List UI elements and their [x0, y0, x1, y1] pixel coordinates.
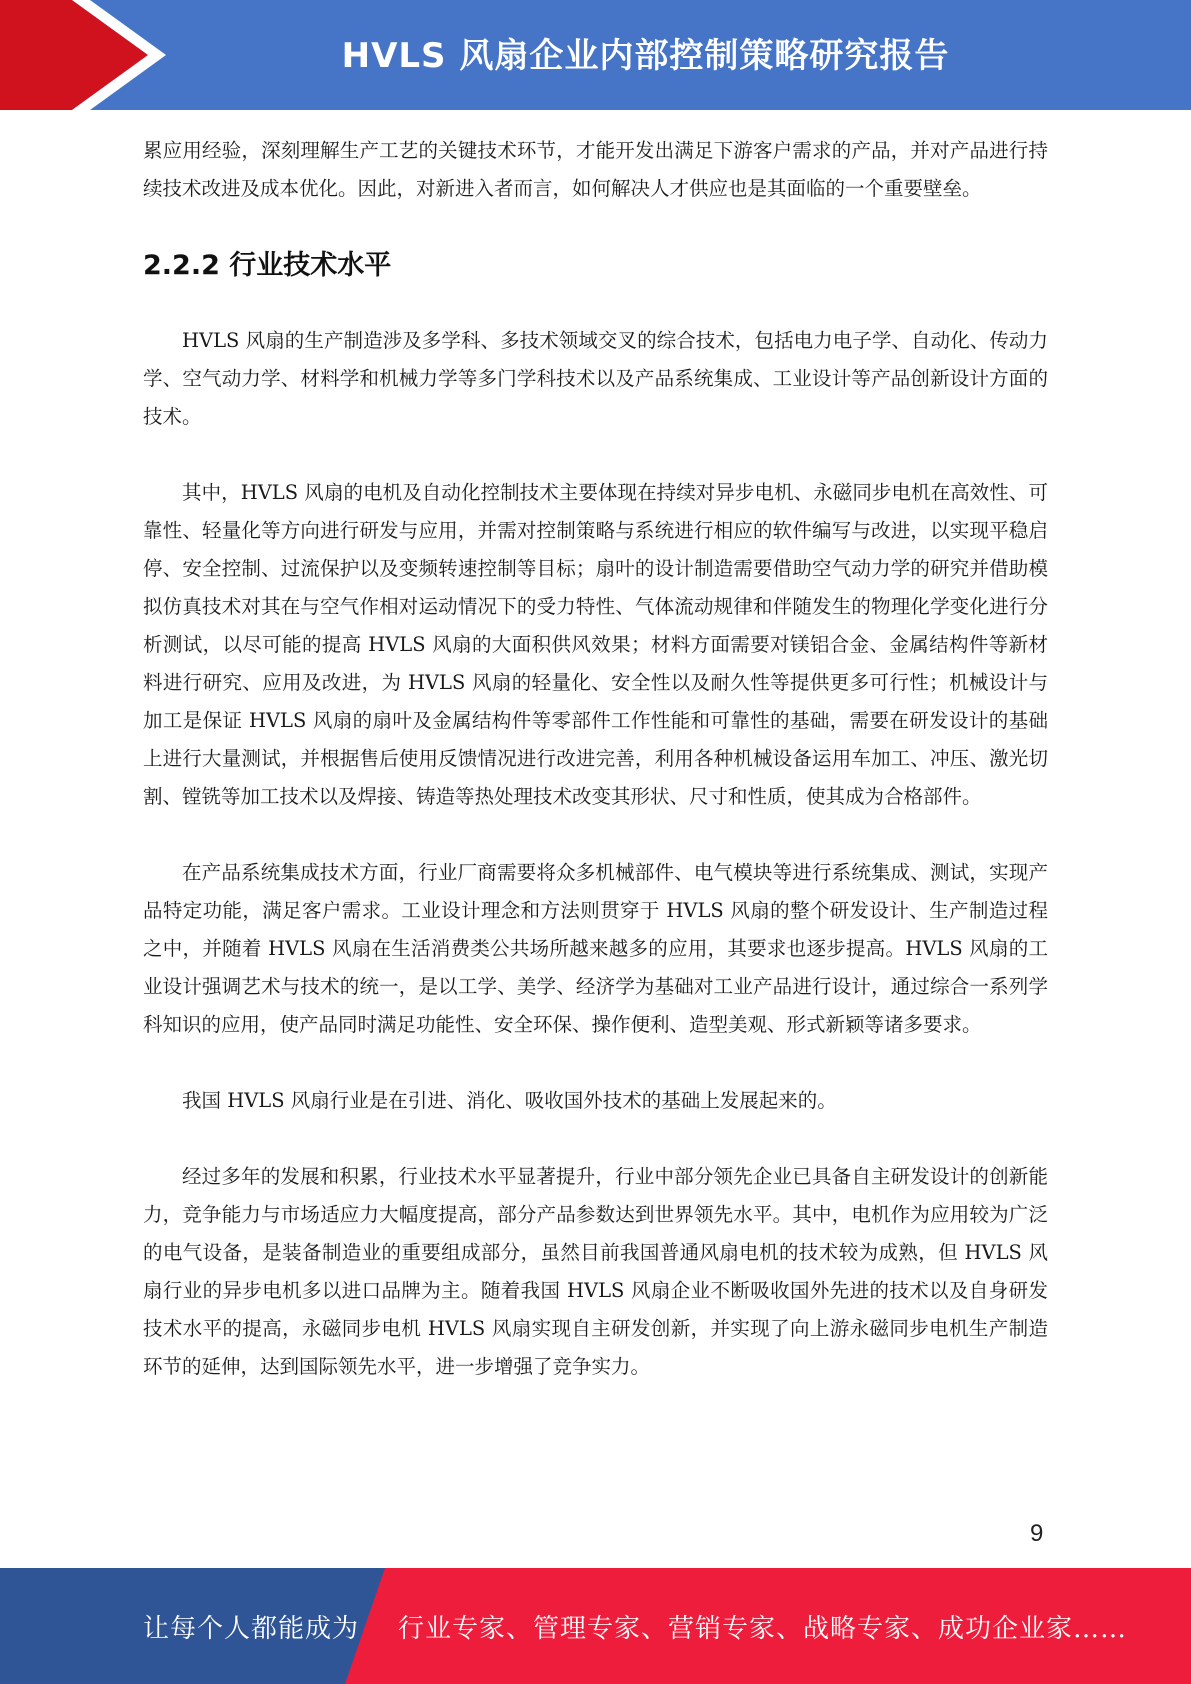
body-paragraph-3: 在产品系统集成技术方面，行业厂商需要将众多机械部件、电气模块等进行系统集成、测试，实现产品特定功能，满足客户需求。工业设计理念和方法则贯穿于 HVLS 风扇的整个研发设计、生产制造过程之中，并随着 HVLS 风扇在生活消费类公共场所越来越多的应用，其要求也逐步提高。HVLS 风扇的工业设计强调艺术与技术的统一，是以工学、美学、经济学为基础对工业产品进行设计，通过综合一系列学科知识的应用，使产品同时满足功能性、安全环保、操作便利、造型美观、形式新颖等诸多要求。 [143, 861, 1048, 1036]
page-number: 9 [1030, 1520, 1044, 1547]
page-body [143, 132, 1048, 1386]
page-header [0, 0, 1191, 110]
intro-paragraph: 累应用经验，深刻理解生产工艺的关键技术环节，才能开发出满足下游客户需求的产品，并对产品进行持续技术改进及成本优化。因此，对新进入者而言，如何解决人才供应也是其面临的一个重要壁垒。 [143, 139, 1048, 200]
body-paragraph-2: 其中，HVLS 风扇的电机及自动化控制技术主要体现在持续对异步电机、永磁同步电机在高效性、可靠性、轻量化等方向进行研发与应用，并需对控制策略与系统进行相应的软件编写与改进，以实现平稳启停、安全控制、过流保护以及变频转速控制等目标；扇叶的设计制造需要借助空气动力学的研究并借助模拟仿真技术对其在与空气作相对运动情况下的受力特性、气体流动规律和伴随发生的物理化学变化进行分析测试，以尽可能的提高 HVLS 风扇的大面积供风效果；材料方面需要对镁铝合金、金属结构件等新材料进行研究、应用及改进，为 HVLS 风扇的轻量化、安全性以及耐久性等提供更多可行性；机械设计与加工是保证 HVLS 风扇的扇叶及金属结构件等零部件工作性能和可靠性的基础，需要在研发设计的基础上进行大量测试，并根据售后使用反馈情况进行改进完善，利用各种机械设备运用车加工、冲压、激光切割、镗铣等加工技术以及焊接、铸造等热处理技术改变其形状、尺寸和性质，使其成为合格部件。 [143, 481, 1048, 808]
body-paragraph-1: HVLS 风扇的生产制造涉及多学科、多技术领域交叉的综合技术，包括电力电子学、自动化、传动力学、空气动力学、材料学和机械力学等多门学科技术以及产品系统集成、工业设计等产品创新设计方面的技术。 [143, 329, 1048, 428]
page-footer [0, 1568, 1191, 1684]
body-paragraph-5: 经过多年的发展和积累，行业技术水平显著提升，行业中部分领先企业已具备自主研发设计的创新能力，竞争能力与市场适应力大幅度提高，部分产品参数达到世界领先水平。其中，电机作为应用较为广泛的电气设备，是装备制造业的重要组成部分，虽然目前我国普通风扇电机的技术较为成熟，但 HVLS 风扇行业的异步电机多以进口品牌为主。随着我国 HVLS 风扇企业不断吸收国外先进的技术以及自身研发技术水平的提高，永磁同步电机 HVLS 风扇实现自主研发创新，并实现了向上游永磁同步电机生产制造环节的延伸，达到国际领先水平，进一步增强了竞争实力。 [143, 1165, 1048, 1378]
footer-slogan-right: 行业专家、管理专家、营销专家、战略专家、成功企业家…… [398, 1614, 1128, 1644]
body-paragraph-4: 我国 HVLS 风扇行业是在引进、消化、吸收国外技术的基础上发展起来的。 [182, 1089, 837, 1112]
report-title: HVLS 风扇企业内部控制策略研究报告 [341, 36, 950, 76]
footer-slogan-left: 让每个人都能成为 [143, 1614, 360, 1644]
section-heading: 2.2.2 行业技术水平 [143, 250, 392, 281]
